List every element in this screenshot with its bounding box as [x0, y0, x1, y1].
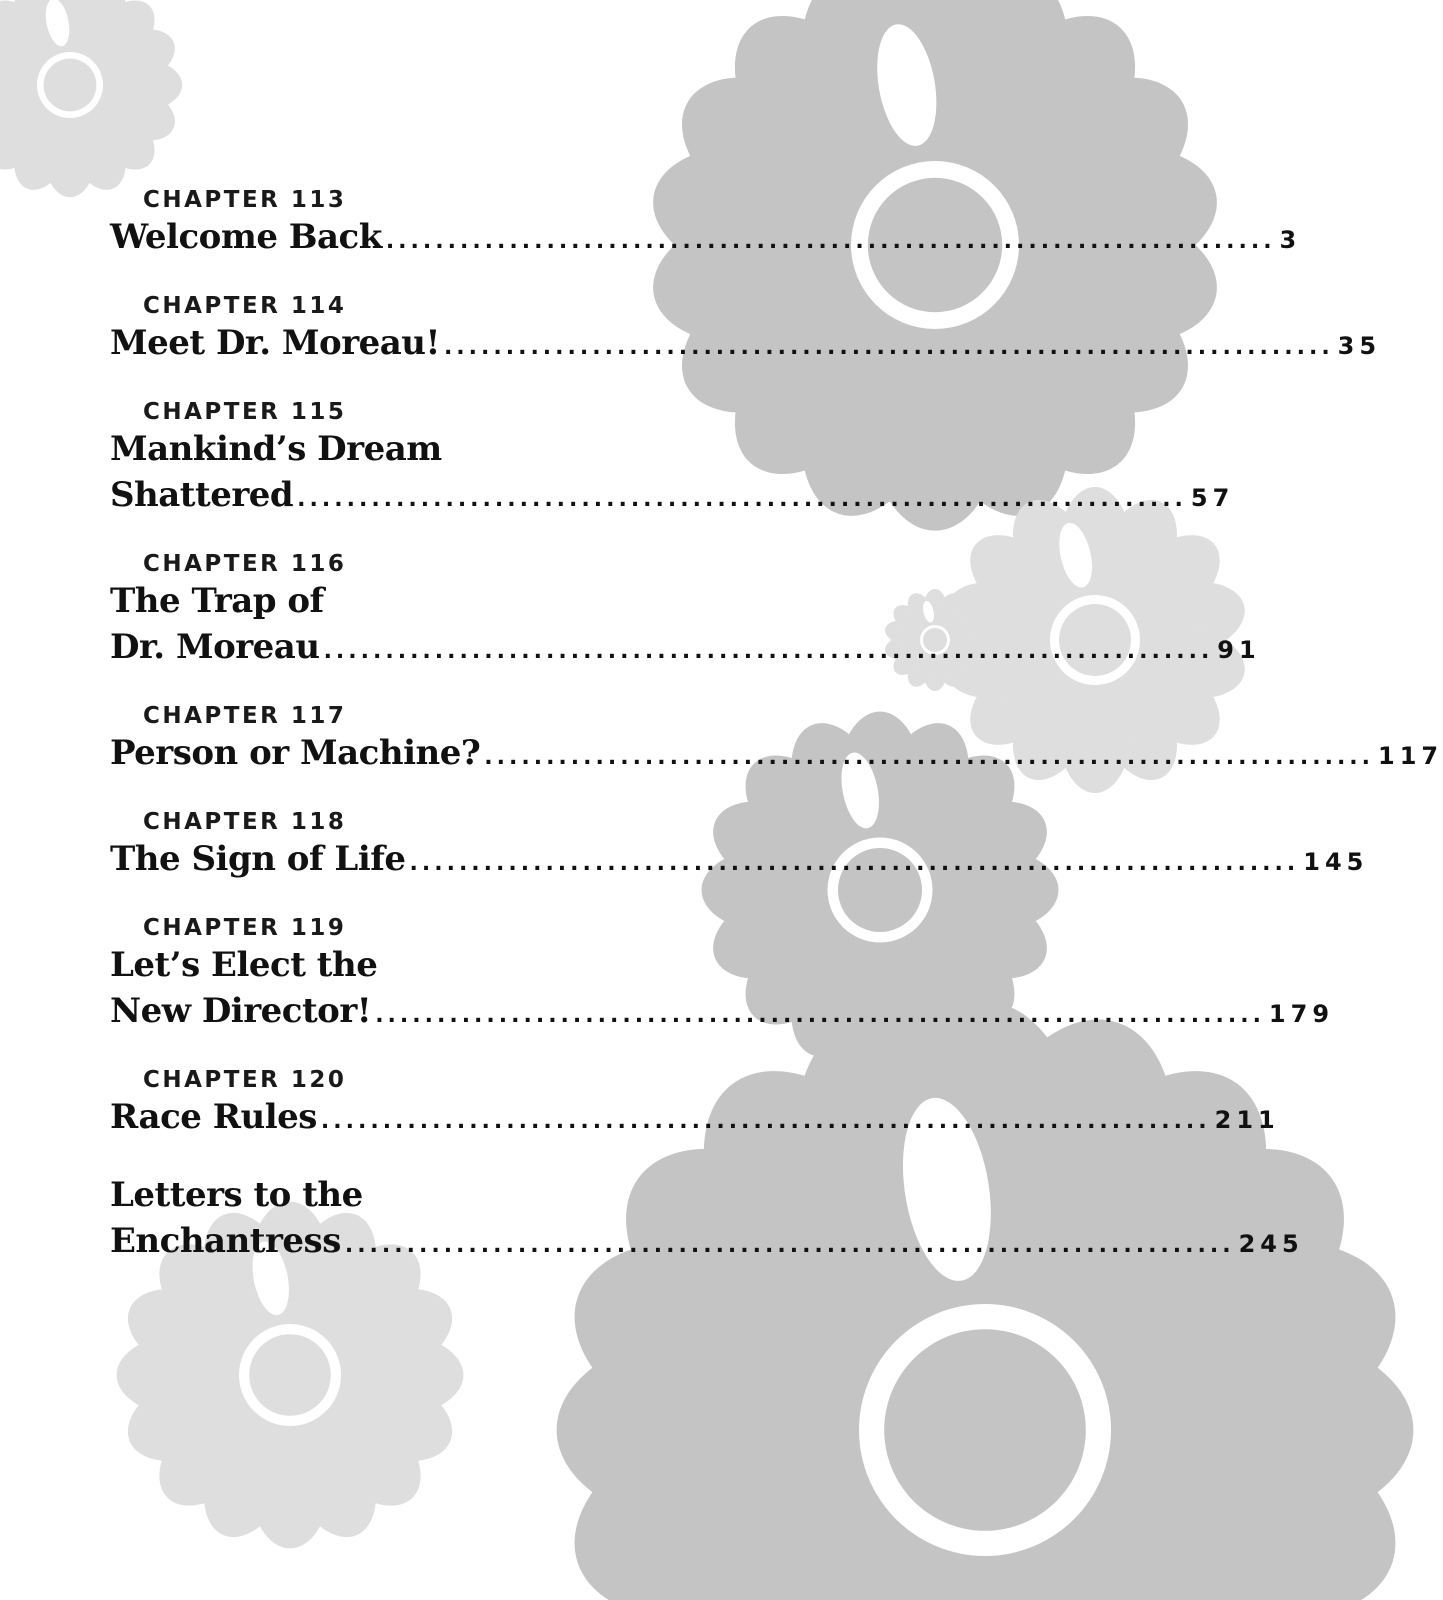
toc-line	[110, 320, 1382, 366]
dot-leader: ........................................................................	[484, 745, 1375, 770]
chapter-number: CHAPTER 113	[143, 187, 347, 213]
chapter-title: New Director!	[110, 991, 372, 1031]
toc-line	[110, 1218, 1304, 1264]
toc-line	[110, 730, 1443, 776]
chapter-title: Dr. Moreau	[110, 627, 320, 667]
chapter-title: The Sign of Life	[110, 839, 406, 879]
dot-leader: ........................................................................	[443, 335, 1334, 360]
toc-line	[110, 214, 1302, 260]
dot-leader: ........................................................................	[320, 1109, 1211, 1134]
chapter-title: Race Rules	[110, 1097, 317, 1137]
dot-leader: ........................................................................	[323, 639, 1214, 664]
page-number: 211	[1214, 1106, 1280, 1134]
chapter-title: Enchantress	[110, 1221, 341, 1261]
page-number: 117	[1378, 742, 1443, 770]
chapter-number: CHAPTER 116	[143, 551, 347, 577]
dot-leader: ........................................................................	[385, 229, 1276, 254]
flower-top-right	[642, 0, 1228, 536]
page-number: 3	[1279, 226, 1302, 254]
chapter-title-line: Letters to the	[110, 1175, 363, 1215]
flower-bottom-right	[546, 991, 1423, 1600]
flower-top-left	[0, 0, 184, 199]
dot-leader: ........................................................................	[344, 1233, 1235, 1258]
toc-entry-117[interactable]	[110, 702, 1443, 776]
toc-line	[110, 1094, 1280, 1140]
toc-entry-113[interactable]	[110, 186, 1302, 260]
toc-entry-118[interactable]	[110, 808, 1369, 882]
dot-leader: ........................................................................	[409, 851, 1300, 876]
chapter-title: Welcome Back	[110, 217, 382, 257]
toc-entry-115[interactable]	[110, 398, 1235, 518]
dot-leader: ........................................................................	[297, 487, 1187, 512]
page-number: 35	[1337, 332, 1382, 360]
page-number: 57	[1190, 484, 1235, 512]
page-number: 91	[1217, 636, 1261, 664]
table-of-contents	[110, 186, 1443, 1296]
chapter-title-line: Mankind’s Dream	[110, 429, 442, 469]
chapter-number: CHAPTER 117	[143, 703, 347, 729]
chapter-title-line: Let’s Elect the	[110, 945, 378, 985]
dot-leader: ........................................................................	[375, 1003, 1265, 1028]
chapter-number: CHAPTER 115	[143, 399, 347, 425]
toc-entry-119[interactable]	[110, 914, 1335, 1034]
chapter-title-line: The Trap of	[110, 581, 324, 621]
chapter-number: CHAPTER 119	[143, 915, 347, 941]
toc-line	[110, 472, 1235, 518]
page-number: 245	[1238, 1230, 1304, 1258]
toc-line	[110, 624, 1261, 670]
toc-entry-letters[interactable]	[110, 1172, 1304, 1264]
page-number: 145	[1303, 848, 1369, 876]
page-number: 179	[1268, 1000, 1335, 1028]
chapter-number: CHAPTER 118	[143, 809, 347, 835]
chapter-title: Person or Machine?	[110, 733, 481, 773]
chapter-title: Meet Dr. Moreau!	[110, 323, 440, 363]
chapter-number: CHAPTER 120	[143, 1067, 347, 1093]
toc-entry-120[interactable]	[110, 1066, 1280, 1140]
chapter-number: CHAPTER 114	[143, 293, 347, 319]
toc-line	[110, 988, 1335, 1034]
toc-line	[110, 836, 1369, 882]
chapter-title: Shattered	[110, 475, 294, 515]
toc-entry-116[interactable]	[110, 550, 1261, 670]
toc-entry-114[interactable]	[110, 292, 1382, 366]
